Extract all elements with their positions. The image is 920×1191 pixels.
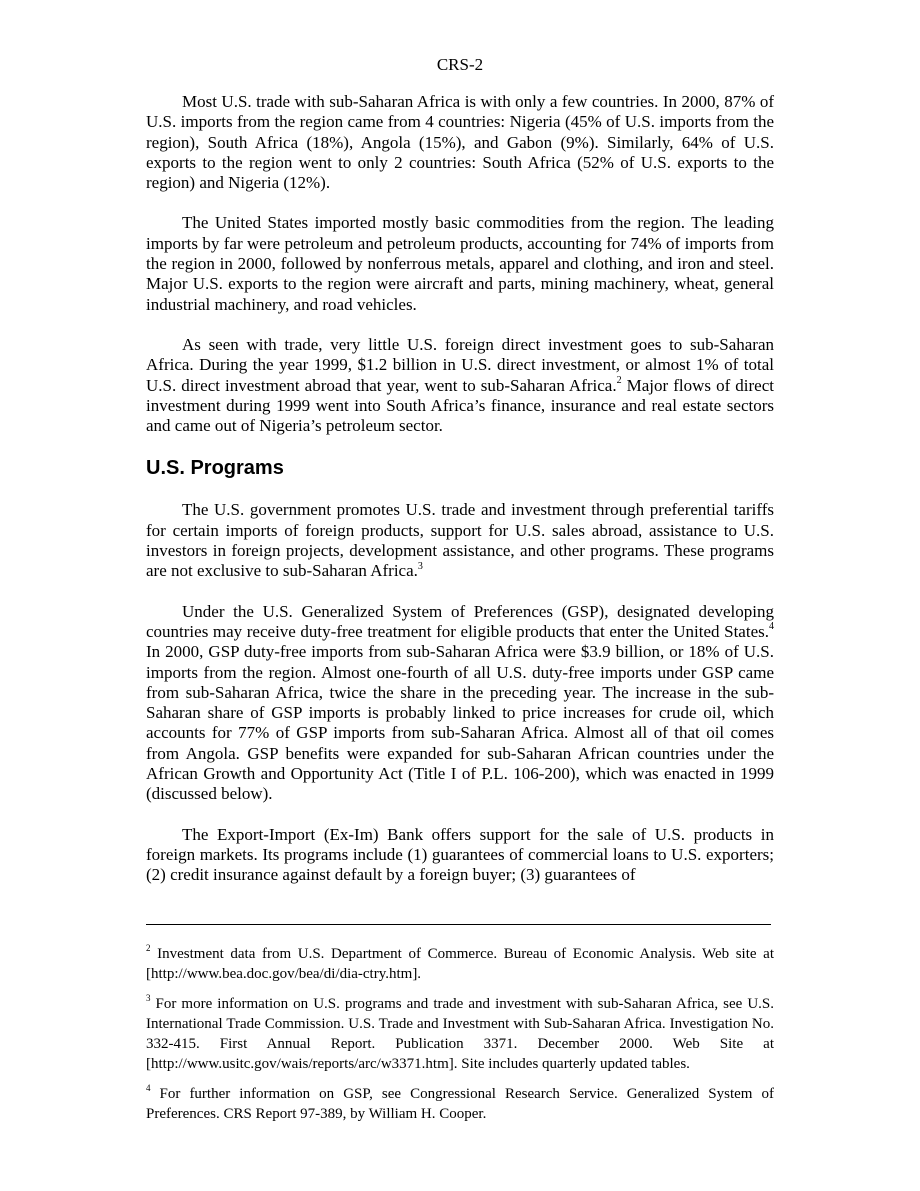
footnote-ref-3[interactable]: 3 (417, 560, 423, 572)
paragraph-text: Under the U.S. Generalized System of Preferences (GSP), designated developing countries may receive duty-free treatment for eligible products that enter the United States. (146, 601, 774, 641)
footnote-text: For more information on U.S. programs and trade and investment with sub-Saharan Africa, see U.S. International Trade Commission. U.S. Trade and Investment with Sub-Saharan Africa. Investigation No. 332-415. First Annual Report. Publication 3371. December 2000. Web Site at [http://www.usitc.gov/wais/reports/arc/w3371.htm]. Site includes quarterly updated tables. (146, 996, 774, 1072)
paragraph-commodities: The United States imported mostly basic commodities from the region. The leading imports by far were petroleum and petroleum products, accounting for 74% of imports from the region in 2000, followed by nonferrous metals, apparel and clothing, and iron and steel. Major U.S. exports to the region were aircraft and parts, mining machinery, wheat, general industrial machinery, and road vehicles. (146, 213, 774, 314)
paragraph-text: The U.S. government promotes U.S. trade and investment through preferential tariffs for certain imports of foreign products, support for U.S. sales abroad, assistance to U.S. investors in foreign projects, development assistance, and other programs. These programs are not exclusive to sub-Saharan Africa. (146, 500, 774, 581)
paragraph-text-tail: Major flows of direct investment during 1999 went into South Africa’s finance, insurance and real estate sectors and came out of Nigeria’s petroleum sector. (146, 375, 774, 436)
footnote-ref-2[interactable]: 2 (616, 374, 622, 386)
main-content (146, 92, 774, 906)
footnote-3 (146, 994, 774, 1074)
footnote-text: For further information on GSP, see Congressional Research Service. Generalized System of Preferences. CRS Report 97-389, by William H. Cooper. (146, 1086, 774, 1122)
footnote-text: Investment data from U.S. Department of Commerce. Bureau of Economic Analysis. Web site at [http://www.bea.doc.gov/bea/di/dia-ctry.htm]. (146, 946, 774, 982)
footnote-number: 2 (146, 943, 151, 953)
page-number-header: CRS-2 (436, 55, 484, 74)
footnote-divider (146, 924, 771, 925)
footnote-4 (146, 1084, 774, 1124)
paragraph-gsp (146, 602, 774, 805)
paragraph-text: As seen with trade, very little U.S. foreign direct investment goes to sub-Saharan Africa. During the year 1999, $1.2 billion in U.S. direct investment, or almost 1% of total U.S. direct investment abroad that year, went to sub-Saharan Africa. (146, 334, 774, 395)
paragraph-trade-concentration: Most U.S. trade with sub-Saharan Africa is with only a few countries. In 2000, 87% of U.S. imports from the region came from 4 countries: Nigeria (45% of U.S. imports from the region), South Africa (18%), Angola (15%), and Gabon (9%). Similarly, 64% of U.S. exports to the region went to only 2 countries: South Africa (52% of U.S. exports to the region) and Nigeria (12%). (146, 92, 774, 193)
paragraph-direct-investment (146, 335, 774, 436)
paragraph-text-tail: In 2000, GSP duty-free imports from sub-Saharan Africa were $3.9 billion, or 18% of U.S. imports from the region. Almost one-fourth of all U.S. duty-free imports under GSP came from sub-Saharan Africa, twice the share in the preceding year. The increase in the sub-Saharan share of GSP imports is probably linked to price increases for crude oil, which accounts for 77% of GSP imports from sub-Saharan Africa. Almost all of that oil comes from Angola. GSP benefits were expanded for sub-Saharan African countries under the African Growth and Opportunity Act (Title I of P.L. 106-200), which was enacted in 1999 (discussed below). (146, 642, 774, 804)
footnote-2 (146, 944, 774, 984)
paragraph-government-programs (146, 500, 774, 581)
footnote-number: 3 (146, 993, 151, 1003)
footnotes-section (146, 944, 774, 1134)
footnote-ref-4[interactable]: 4 (769, 621, 774, 633)
footnote-number: 4 (146, 1083, 151, 1093)
section-heading-us-programs: U.S. Programs (146, 457, 284, 480)
paragraph-ex-im-bank: The Export-Import (Ex-Im) Bank offers support for the sale of U.S. products in foreign markets. Its programs include (1) guarantees of commercial loans to U.S. exporters; (2) credit insurance against default by a foreign buyer; (3) guarantees of (146, 824, 774, 885)
